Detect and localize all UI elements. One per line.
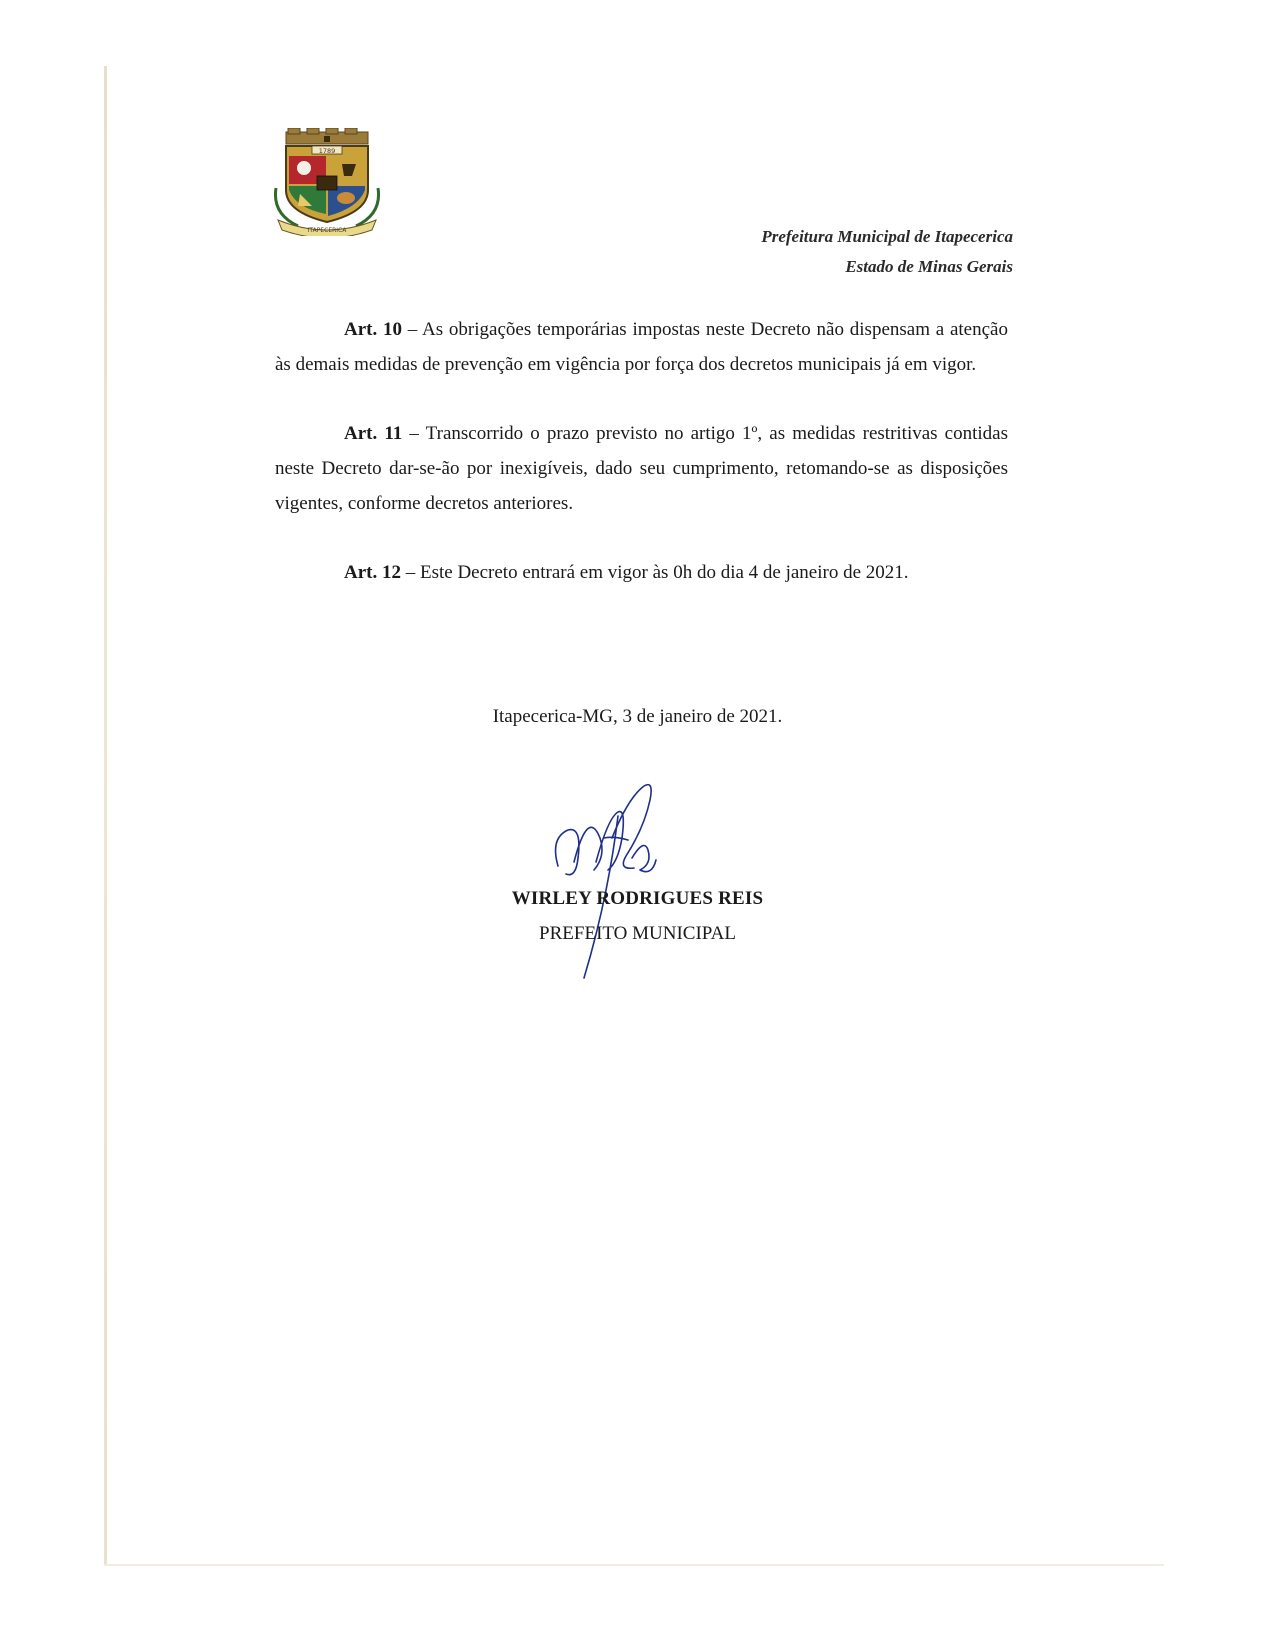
signatory-block [0, 881, 1275, 951]
decree-body [275, 312, 1008, 624]
article-text: – As obrigações temporárias impostas neste Decreto não dispensam a atenção às demais medidas de prevenção em vigência por força dos decretos municipais já em vigor. [275, 319, 1008, 375]
coat-of-arms-icon [272, 128, 382, 236]
crest-banner: ITAPECERICA [307, 227, 347, 234]
place-date: Itapecerica-MG, 3 de janeiro de 2021. [492, 706, 783, 727]
article-text: – Transcorrido o prazo previsto no artigo 1º, as medidas restritivas contidas neste Decreto dar-se-ão por inexigíveis, dado seu cumprimento, retomando-se as disposições vigentes, conforme decretos anteriores. [275, 423, 1008, 514]
signatory-title: PREFEITO MUNICIPAL [539, 923, 736, 944]
paper-edge-bottom [104, 1564, 1164, 1566]
signatory-name: WIRLEY RODRIGUES REIS [511, 888, 764, 909]
article-label: Art. 10 [344, 319, 403, 340]
article-text: – Este Decreto entrará em vigor às 0h do dia 4 de janeiro de 2021. [400, 562, 909, 583]
article-label: Art. 11 [344, 423, 403, 444]
crest-year: 1789 [318, 147, 336, 155]
article-12 [275, 555, 1008, 590]
article-10 [275, 312, 1008, 382]
letterhead [761, 222, 1013, 282]
article-11 [275, 416, 1008, 521]
letterhead-state: Estado de Minas Gerais [845, 257, 1013, 276]
paper-edge [104, 66, 107, 1566]
article-label: Art. 12 [344, 562, 401, 583]
letterhead-municipality: Prefeitura Municipal de Itapecerica [761, 227, 1013, 246]
